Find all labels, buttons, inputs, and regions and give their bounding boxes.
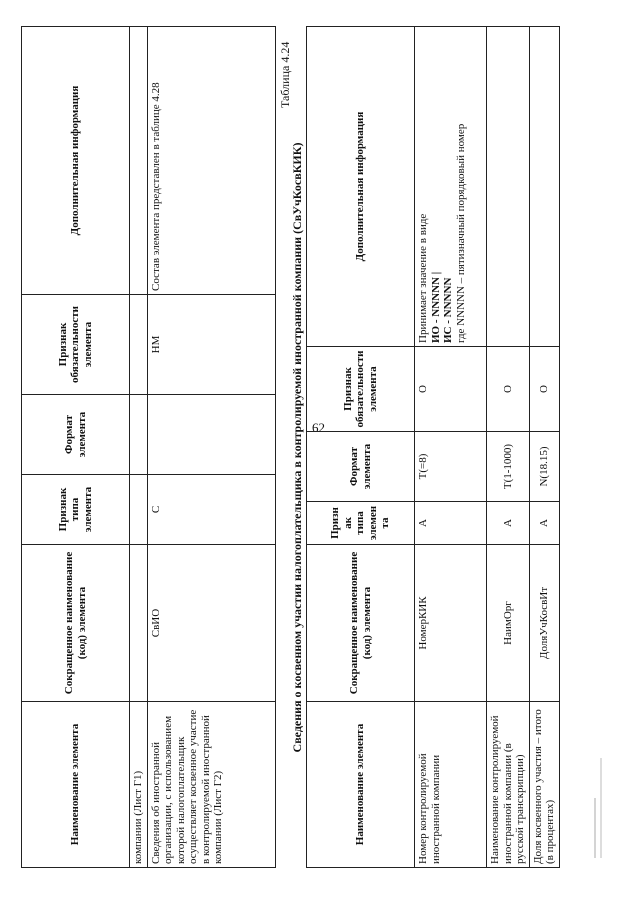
header-short: Сокращенное наименование (код) элемента [22,545,130,702]
header-required: Признак обязательности элемента [22,295,130,395]
cell-required: О [529,347,559,432]
cell-format [130,395,148,475]
cell-type: А [487,502,530,545]
table-row [147,27,275,868]
cell-short [130,545,148,702]
cell-short: НомерКИК [415,545,487,702]
info-line: Принимает значение в виде [417,213,429,343]
table-label: Таблица 4.24 [278,41,292,108]
header-short: Сокращенное наименование (код) элемента [307,545,415,702]
header-name: Наименование элемента [307,702,415,868]
cell-short: ДоляУчКосвИт [529,545,559,702]
header-format: Формат элемента [307,432,415,502]
rotated-page-content [6,4,591,868]
continuation-table [21,26,276,868]
cell-info [130,27,148,295]
table-4-24 [306,26,560,868]
cell-name: компании (Лист Г1) [130,702,148,868]
header-name: Наименование элемента [22,702,130,868]
info-line: ИС - NNNNN [442,277,454,343]
header-format: Формат элемента [22,395,130,475]
cell-format: T(1-1000) [487,432,530,502]
cell-info [487,27,530,347]
header-type: Признак типа элемента [307,502,415,545]
cell-short: СвИО [147,545,275,702]
header-info: Дополнительная информация [307,27,415,347]
table-row [415,27,487,868]
cell-name: Номер контролируемой иностранной компании [415,702,487,868]
table-header-row [22,27,130,868]
cell-info [415,27,487,347]
info-line: где NNNNN – пятизначный порядковый номер [454,123,467,343]
header-info: Дополнительная информация [22,27,130,295]
header-required: Признак обязательности элемента [307,347,415,432]
cell-required: О [487,347,530,432]
table-row [487,27,530,868]
cell-format: N(18.15) [529,432,559,502]
table-row [130,27,148,868]
cell-name: Доля косвенного участия – итого (в процентах) [529,702,559,868]
cell-type: А [415,502,487,545]
cell-format: T(=8) [415,432,487,502]
stamp-marks [591,748,605,858]
table-row [529,27,559,868]
cell-required [130,295,148,395]
cell-required: НМ [147,295,275,395]
table-header-row [307,27,415,868]
cell-info [529,27,559,347]
cell-name: Наименование контролируемой иностранной компании (в русской транскрипции) [487,702,530,868]
cell-type: А [529,502,559,545]
cell-info: Состав элемента представлен в таблице 4.28 [147,27,275,295]
cell-type: С [147,475,275,545]
page-number: 62 [312,420,325,435]
header-type: Признак типа элемента [22,475,130,545]
cell-format [147,395,275,475]
info-line: ИО - NNNNN | [429,271,442,343]
table-title: Сведения о косвенном участии налогоплательщика в контролируемой иностранной компании (СвУчКосвКИК) [290,142,304,753]
cell-name: Сведения об иностранной организации, с использованием которой налогоплательщик осуществляет косвенное участие в контролируемой иностранной компании (Лист Г2) [147,702,275,868]
cell-required: О [415,347,487,432]
registration-stamp [591,748,608,858]
cell-short: НаимОрг [487,545,530,702]
cell-type [130,475,148,545]
